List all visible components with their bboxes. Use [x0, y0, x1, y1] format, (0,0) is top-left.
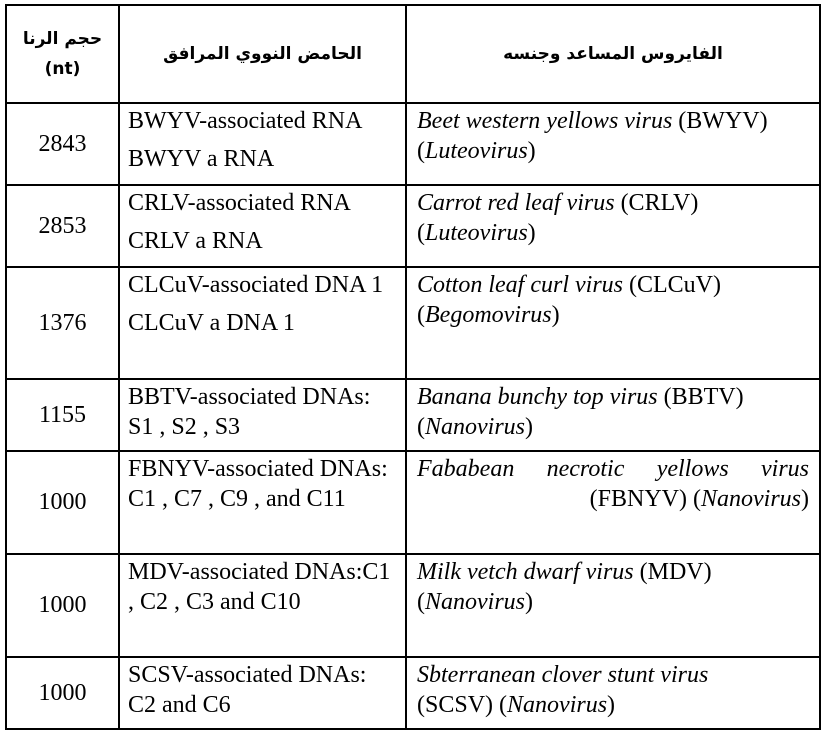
header-virus: الفايروس المساعد وجنسه — [406, 5, 820, 103]
associated-nucleic-acid — [119, 267, 406, 379]
associated-nucleic-acid — [119, 379, 406, 451]
virus-genus: Luteovirus — [425, 138, 528, 164]
associated-nucleic-acid — [119, 554, 406, 657]
associated-nucleic-acid — [119, 185, 406, 267]
virus-abbr: (CRLV) — [614, 190, 699, 216]
table-row — [6, 185, 820, 267]
header-size-unit: (nt) — [44, 59, 81, 79]
rna-size: 1376 — [6, 267, 119, 379]
na-name: MDV-associated DNAs:C1 , C2 , C3 and C10 — [128, 559, 391, 615]
helper-virus: Sbterranean clover stunt virus (SCSV) (Nanovirus) — [406, 657, 820, 729]
virus-abbr: (CLCuV) — [623, 272, 721, 298]
virus-name: Banana bunchy top virus — [417, 384, 658, 410]
rna-size: 1000 — [6, 451, 119, 554]
virus-genus: Nanovirus — [507, 692, 608, 718]
virus-name: Carrot red leaf virus — [417, 190, 615, 216]
table-row — [6, 379, 820, 451]
na-name: BWYV-associated RNA — [128, 108, 363, 134]
helper-virus: Cotton leaf curl virus (CLCuV) (Begomovirus) — [406, 267, 820, 379]
na-abbr: CLCuV a DNA 1 — [128, 310, 295, 336]
header-size-label: حجم الرنا — [22, 29, 103, 49]
table-row — [6, 657, 820, 729]
virus-genus: Begomovirus — [425, 302, 552, 328]
helper-virus: Banana bunchy top virus (BBTV) (Nanovirus) — [406, 379, 820, 451]
virus-name: Sbterranean clover stunt virus — [417, 662, 709, 688]
helper-virus: Milk vetch dwarf virus (MDV) (Nanovirus) — [406, 554, 820, 657]
rna-size: 1000 — [6, 554, 119, 657]
na-abbr: BWYV a RNA — [128, 146, 275, 172]
associated-nucleic-acid — [119, 451, 406, 554]
virus-name-word: necrotic — [546, 456, 625, 482]
na-name: CLCuV-associated DNA 1 — [128, 272, 384, 298]
virus-abbr: (SCSV) — [417, 692, 500, 718]
rna-size: 2853 — [6, 185, 119, 267]
virus-abbr: (MDV) — [633, 559, 712, 585]
na-name: FBNYV-associated DNAs: C1 , C7 , C9 , and C11 — [128, 456, 388, 512]
virus-name: Cotton leaf curl virus — [417, 272, 623, 298]
helper-virus: Beet western yellows virus (BWYV) (Luteovirus) — [406, 103, 820, 185]
virus-name-word: yellows — [656, 456, 729, 482]
virus-name-word: virus — [761, 456, 809, 482]
helper-virus: Carrot red leaf virus (CRLV) (Luteovirus) — [406, 185, 820, 267]
virus-genus: Luteovirus — [425, 220, 528, 246]
virus-genus: Nanovirus — [425, 589, 526, 615]
virus-genus: Nanovirus — [425, 414, 526, 440]
virus-table — [5, 4, 821, 730]
na-name: CRLV-associated RNA — [128, 190, 351, 216]
virus-name-word: Fababean — [417, 456, 515, 482]
na-name: BBTV-associated DNAs: S1 , S2 , S3 — [128, 384, 371, 440]
header-nucleic-acid: الحامض النووي المرافق — [119, 5, 406, 103]
table-row — [6, 451, 820, 554]
virus-abbr: (FBNYV) — [589, 486, 693, 512]
na-abbr: CRLV a RNA — [128, 228, 263, 254]
virus-abbr: (BWYV) — [672, 108, 768, 134]
helper-virus: Fababean necrotic yellows virus (FBNYV) (Nanovirus) — [406, 451, 820, 554]
rna-size: 1000 — [6, 657, 119, 729]
na-name: SCSV-associated DNAs: C2 and C6 — [128, 662, 367, 718]
table-row — [6, 267, 820, 379]
header-size — [6, 5, 119, 103]
rna-size: 2843 — [6, 103, 119, 185]
header-row — [6, 5, 820, 103]
associated-nucleic-acid — [119, 657, 406, 729]
table-row — [6, 103, 820, 185]
virus-abbr: (BBTV) — [657, 384, 744, 410]
table-row — [6, 554, 820, 657]
associated-nucleic-acid — [119, 103, 406, 185]
virus-genus: Nanovirus — [700, 486, 801, 512]
virus-name: Milk vetch dwarf virus — [417, 559, 634, 585]
rna-size: 1155 — [6, 379, 119, 451]
virus-name: Beet western yellows virus — [417, 108, 673, 134]
